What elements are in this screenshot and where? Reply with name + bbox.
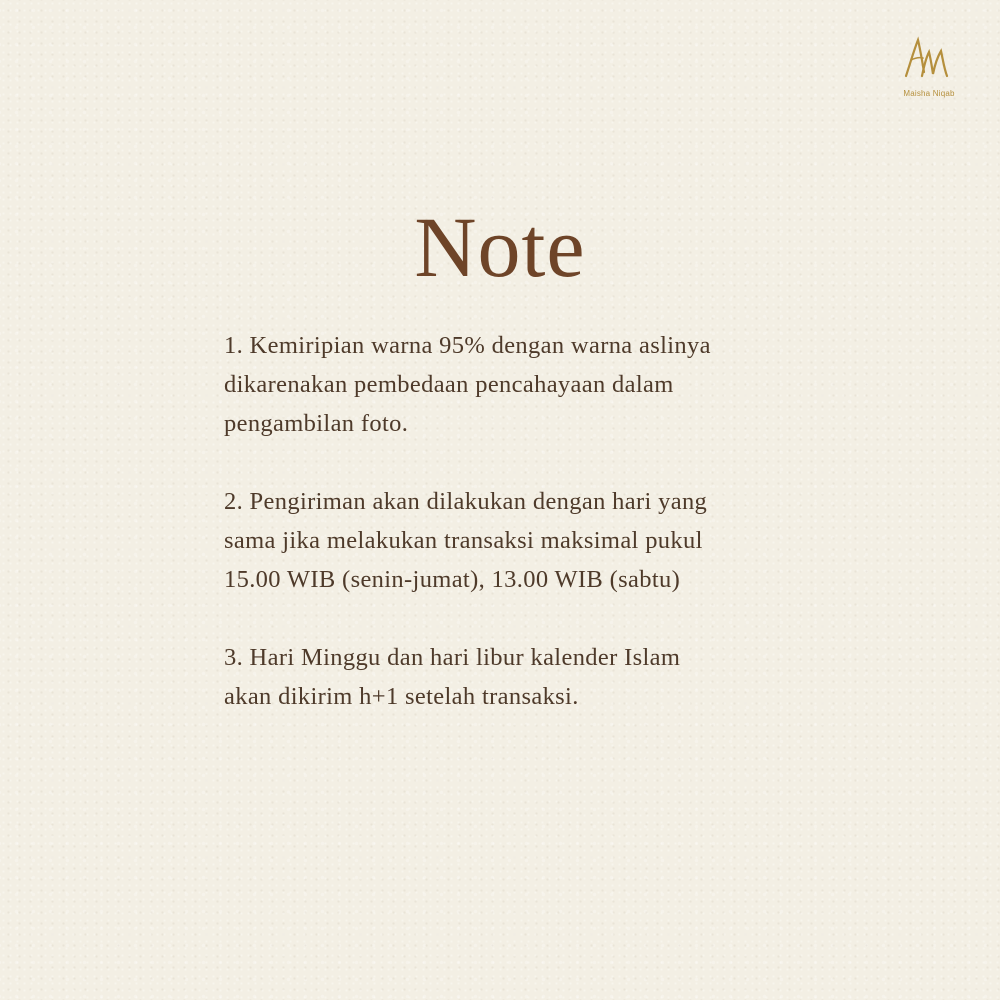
page-title: Note [414,199,586,295]
note-line: 1. Kemiripian warna 95% dengan warna aslinya [224,332,711,359]
brand-logo [893,36,965,106]
note-item-1 [224,326,814,443]
note-line: akan dikirim h+1 setelah transaksi. [224,683,579,710]
note-line: 3. Hari Minggu dan hari libur kalender Islam [224,644,681,671]
note-line: dikarenakan pembedaan pencahayaan dalam [224,371,674,398]
brand-name: Maisha Niqab [903,89,955,98]
note-line: sama jika melakukan transaksi maksimal pukul [224,527,703,554]
notes-list [224,326,814,755]
note-line: 15.00 WIB (senin-jumat), 13.00 WIB (sabtu) [224,566,681,593]
note-line: pengambilan foto. [224,410,409,437]
note-item-2 [224,482,814,599]
note-line: 2. Pengiriman akan dilakukan dengan hari yang [224,488,708,515]
note-item-3 [224,638,814,716]
am-monogram-icon [902,36,952,84]
